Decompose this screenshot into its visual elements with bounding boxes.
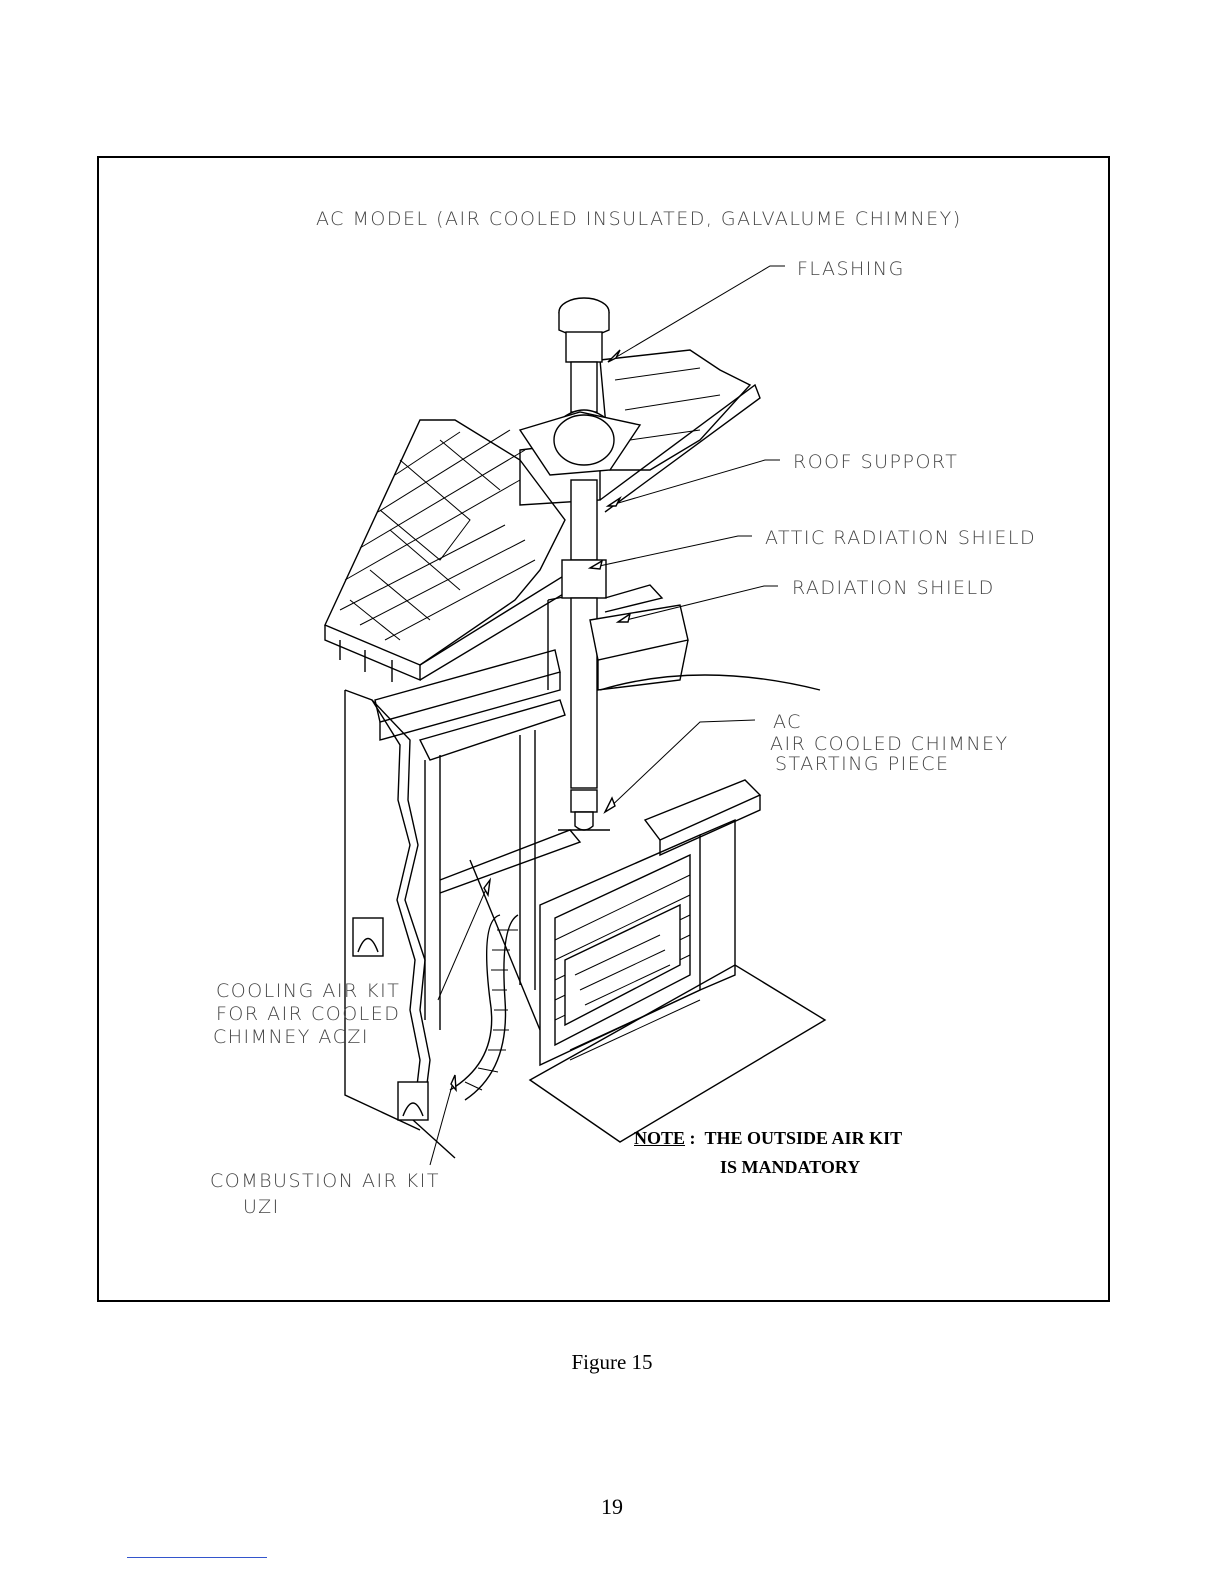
label-combustion-line1: COMBUSTION AIR KIT [210, 1170, 440, 1192]
label-cooling-line2: FOR AIR COOLED [216, 1003, 401, 1025]
note-separator: : [689, 1128, 696, 1148]
label-ac-line2: AIR COOLED CHIMNEY [770, 733, 1009, 755]
label-combustion-line2: UZI [243, 1196, 280, 1218]
diagram-title: AC MODEL (AIR COOLED INSULATED, GALVALUME CHIMNEY) [316, 208, 962, 230]
cooling-air-vent [353, 918, 383, 956]
wall-panel [345, 690, 455, 1158]
label-radiation-shield: RADIATION SHIELD [792, 577, 995, 599]
fireplace-unit [540, 780, 760, 1065]
label-roof-support: ROOF SUPPORT [793, 451, 959, 473]
footnote-rule [127, 1557, 267, 1558]
roof [325, 350, 760, 682]
figure-caption: Figure 15 [571, 1350, 653, 1374]
combustion-air-vent [398, 1082, 428, 1120]
label-cooling-line1: COOLING AIR KIT [216, 980, 401, 1002]
flex-ducts [450, 915, 518, 1100]
note-text-line1: THE OUTSIDE AIR KIT [704, 1128, 903, 1148]
radiation-shield-joist [590, 605, 688, 660]
label-flashing: FLASHING [797, 258, 905, 280]
note-label: NOTE [634, 1128, 686, 1148]
label-ac-line3: STARTING PIECE [775, 753, 950, 775]
note-text-line2: IS MANDATORY [720, 1157, 861, 1177]
label-cooling-line3: CHIMNEY ACZI [213, 1026, 369, 1048]
note-line1 [634, 1128, 902, 1149]
mantel [645, 780, 760, 840]
label-attic-radiation-shield: ATTIC RADIATION SHIELD [765, 527, 1037, 549]
page-number: 19 [601, 1494, 623, 1519]
label-ac-line1: AC [773, 711, 802, 733]
